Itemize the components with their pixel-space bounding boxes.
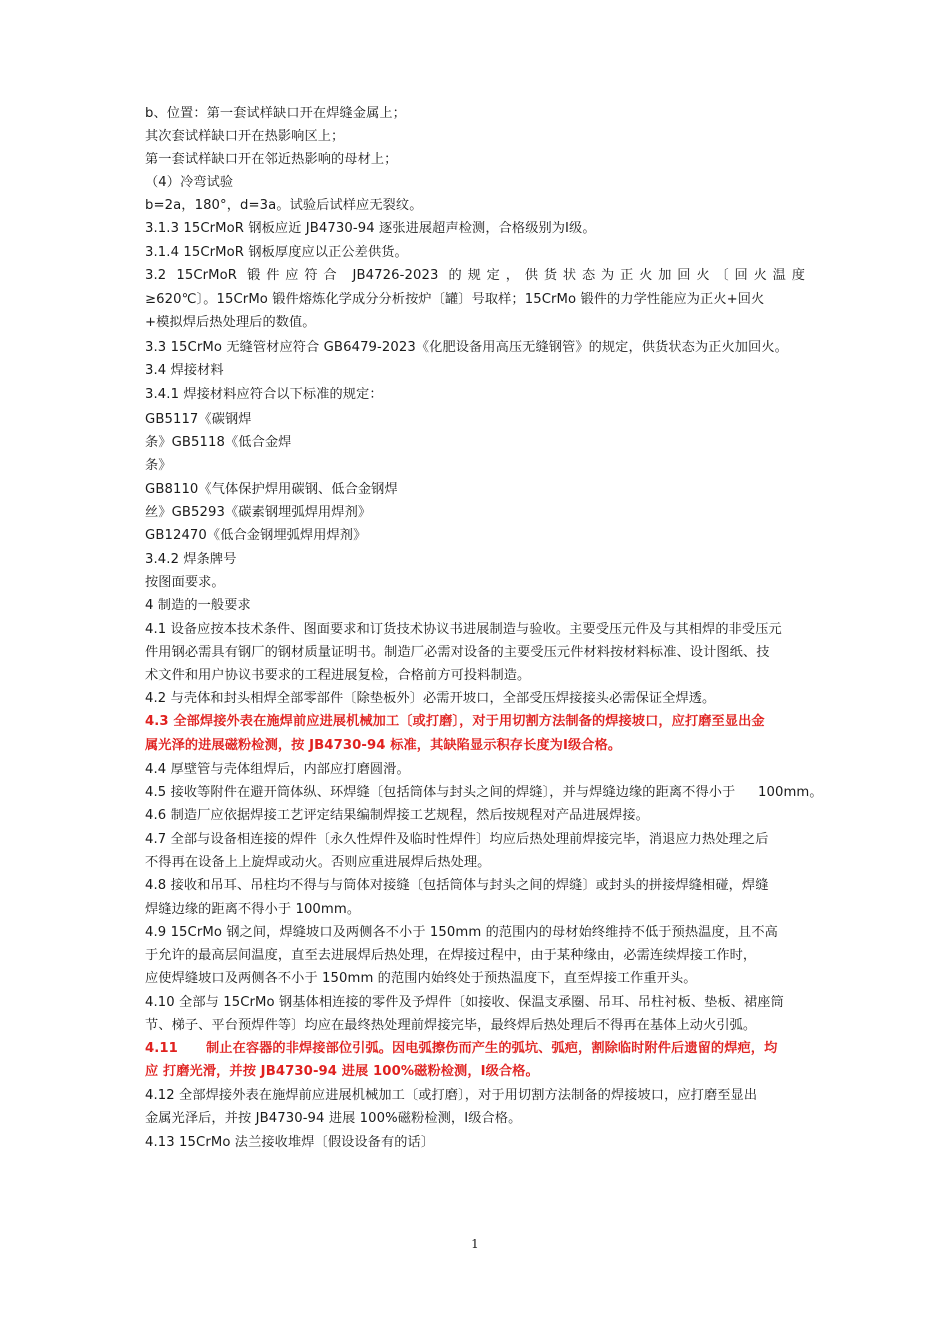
text-line: 3.1.4 15CrMoR 钢板厚度应以正公差供货。	[145, 245, 408, 260]
text-line: 第一套试样缺口开在邻近热影响的母材上；	[145, 152, 398, 167]
text-line: 按图面要求。	[145, 575, 225, 590]
text-line: 4.1 设备应按本技术条件、图面要求和订货技术协议书进展制造与验收。主要受压元件及与其相焊的非受压元	[145, 622, 782, 637]
text-line: 4.2 与壳体和封头相焊全部零部件〔除垫板外〕必需开坡口，全部受压焊接接头必需保证全焊透。	[145, 691, 716, 706]
text-line: 3.4.2 焊条牌号	[145, 552, 237, 567]
standard-item: 条》GB5118《低合金焊	[145, 435, 292, 450]
text-line: 件用钢必需具有钢厂的钢材质量证明书。制造厂必需对设备的主要受压元件材料按材料标准、设计图纸、技	[145, 645, 770, 660]
text-line: 其次套试样缺口开在热影响区上；	[145, 129, 345, 144]
text-line: 4.13 15CrMo 法兰接收堆焊〔假设设备有的话〕	[145, 1135, 435, 1150]
text-line: b=2a，180°，d=3a。试验后试样应无裂纹。	[145, 198, 423, 213]
standard-item: GB5117《碳钢焊	[145, 412, 252, 427]
text-line: 4.10 全部与 15CrMo 钢基体相连接的零件及予焊件〔如接收、保温支承圈、吊耳、吊柱衬板、垫板、裙座筒	[145, 995, 784, 1010]
text-line-tail: 100mm。	[758, 785, 823, 800]
standard-item: GB8110《气体保护焊用碳钢、低合金钢焊	[145, 482, 398, 497]
text-line: 4.9 15CrMo 钢之间，焊缝坡口及两侧各不小于 150mm 的范围内的母材始终维持不低于预热温度，且不高	[145, 925, 778, 940]
text-line: 术文件和用户协议书要求的工程进展复检，合格前方可投料制造。	[145, 668, 531, 683]
text-line: 4.8 接收和吊耳、吊柱均不得与与筒体对接缝〔包括筒体与封头之间的焊缝〕或封头的拼接焊缝相碰，焊缝	[145, 878, 769, 893]
standard-item: GB12470《低合金钢埋弧焊用焊剂》	[145, 528, 367, 543]
section-heading: 3.4 焊接材料	[145, 363, 224, 378]
text-line: （4）冷弯试验	[145, 175, 234, 190]
text-line: 于允许的最高层间温度，直至去进展焊后热处理，在焊接过程中，由于某种缘由，必需连续焊接工作时，	[145, 948, 757, 963]
text-line: 4.12 全部焊接外表在施焊前应进展机械加工〔或打磨〕，对于用切割方法制备的焊接坡口，应打磨至显出	[145, 1088, 758, 1103]
standard-item: 丝》GB5293《碳素钢埋弧焊用焊剂》	[145, 505, 372, 520]
highlighted-line: 属光泽的进展磁粉检测，按 JB4730-94 标准，其缺陷显示积存长度为Ⅰ级合格。	[145, 738, 622, 753]
text-line: 应使焊缝坡口及两侧各不小于 150mm 的范围内始终处于预热温度下，直至焊接工作重开头。	[145, 971, 697, 986]
text-line: 3.2 15CrMoR 锻件应符合 JB4726-2023 的规定，供货状态为正火加回火〔回火温度	[145, 268, 805, 283]
text-line: ≥620℃〕。15CrMo 锻件熔炼化学成分分析按炉〔罐〕号取样；15CrMo 锻件的力学性能应为正火+回火	[145, 292, 765, 307]
text-line: 4.7 全部与设备相连接的焊件〔永久性焊件及临时性焊件〕均应后热处理前焊接完毕，消退应力热处理之后	[145, 832, 769, 847]
text-line: 3.1.3 15CrMoR 钢板应近 JB4730-94 逐张进展超声检测，合格级别为Ⅰ级。	[145, 221, 596, 236]
page-number: 1	[471, 1237, 479, 1251]
text-line: 3.3 15CrMo 无缝管材应符合 GB6479-2023《化肥设备用高压无缝钢管》的规定，供货状态为正火加回火。	[145, 340, 788, 355]
text-line: 3.4.1 焊接材料应符合以下标准的规定：	[145, 387, 383, 402]
text-line: +模拟焊后热处理后的数值。	[145, 315, 316, 330]
text-line: 4.6 制造厂应依据焊接工艺评定结果编制焊接工艺规程，然后按规程对产品进展焊接。	[145, 808, 649, 823]
text-line: b、位置：第一套试样缺口开在焊缝金属上；	[145, 106, 406, 121]
text-line: 节、梯子、平台预焊件等〕均应在最终热处理前焊接完毕，最终焊后热处理后不得再在基体上动火引弧。	[145, 1018, 757, 1033]
text-line: 4.5 接收等附件在避开筒体纵、环焊缝〔包括筒体与封头之间的焊缝〕，并与焊缝边缘的距离不得小于	[145, 785, 736, 800]
highlighted-line: 4.3 全部焊接外表在施焊前应进展机械加工〔或打磨〕，对于用切割方法制备的焊接坡口，应打磨至显出金	[145, 714, 765, 729]
section-heading: 4 制造的一般要求	[145, 598, 251, 613]
highlighted-line: 应 打磨光滑，并按 JB4730-94 进展 100%磁粉检测，Ⅰ级合格。	[145, 1064, 539, 1079]
highlighted-line: 制止在容器的非焊接部位引弧。因电弧擦伤而产生的弧坑、弧疤，割除临时附件后遗留的焊疤，均	[206, 1041, 778, 1056]
text-line: 金属光泽后，并按 JB4730-94 进展 100%磁粉检测，Ⅰ级合格。	[145, 1111, 522, 1126]
highlighted-line-number: 4.11	[145, 1041, 178, 1056]
standard-item: 条》	[145, 458, 172, 473]
text-line: 4.4 厚壁管与壳体组焊后，内部应打磨圆滑。	[145, 762, 410, 777]
text-line: 不得再在设备上上旋焊或动火。否则应重进展焊后热处理。	[145, 855, 491, 870]
text-line: 焊缝边缘的距离不得小于 100mm。	[145, 902, 361, 917]
